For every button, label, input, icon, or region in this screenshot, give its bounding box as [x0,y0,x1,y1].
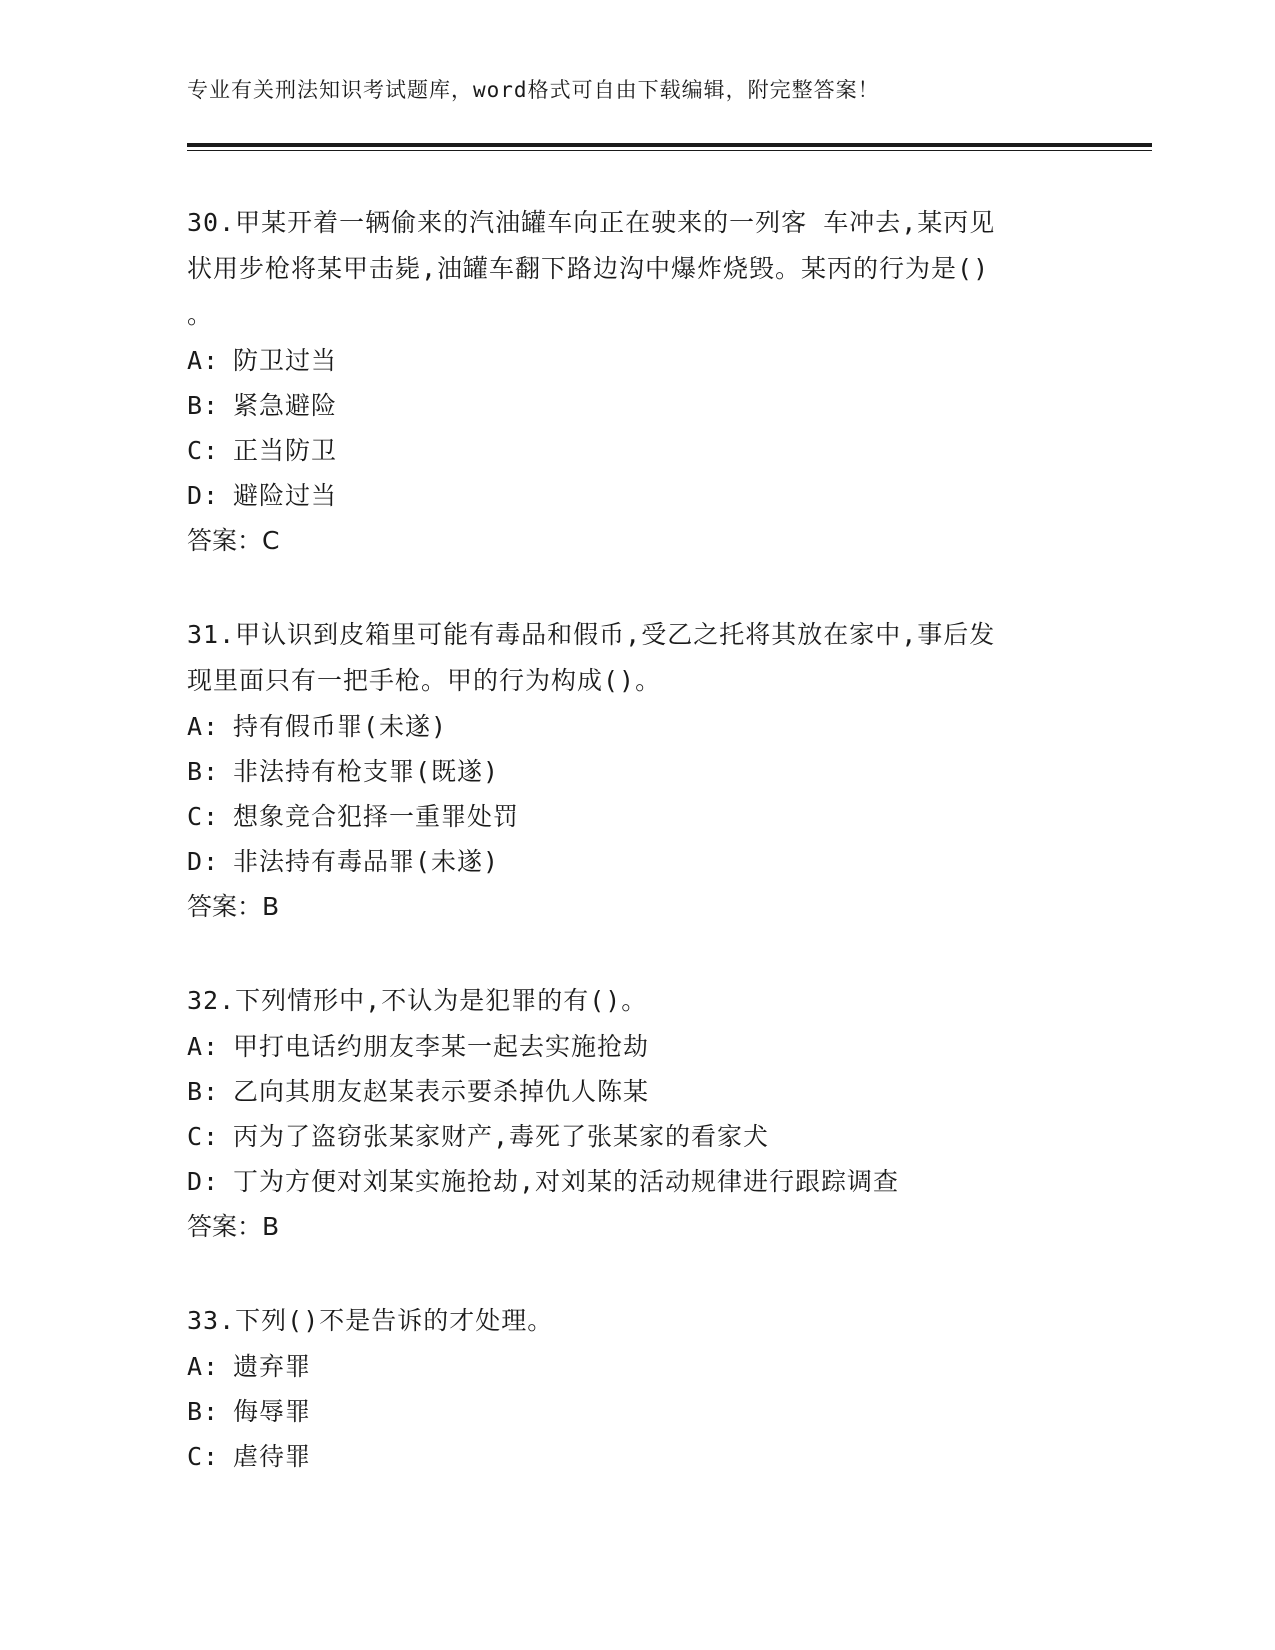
option-text: 非法持有枪支罪(既遂) [233,757,500,786]
header-rule-thin [187,150,1152,151]
option-a [187,1024,1087,1069]
option-c [187,794,1087,839]
option-b [187,383,1087,428]
question-text: 32.下列情形中,不认为是犯罪的有()。 [187,986,648,1015]
option-d [187,1159,1087,1204]
question-text: 30.甲某开着一辆偷来的汽油罐车向正在驶来的一列客 车冲去,某丙见 状用步枪将某甲击毙,油罐车翻下路边沟中爆炸烧毁。某丙的行为是() 。 [187,208,996,329]
answer-line: 答案：C [187,526,280,555]
option-key: A: [187,1032,220,1061]
option-c [187,1114,1087,1159]
option-key: C: [187,1122,220,1151]
page-header: 专业有关刑法知识考试题库，word格式可自由下载编辑，附完整答案！ [187,78,880,102]
option-text: 丁为方便对刘某实施抢劫,对刘某的活动规律进行跟踪调查 [233,1167,900,1196]
question-32 [187,978,1087,1250]
option-key: D: [187,1167,220,1196]
question-text: 31.甲认识到皮箱里可能有毒品和假币,受乙之托将其放在家中,事后发 现里面只有一把手枪。甲的行为构成()。 [187,620,996,695]
option-text: 乙向其朋友赵某表示要杀掉仇人陈某 [233,1077,650,1106]
option-text: 持有假币罪(未遂) [233,712,448,741]
option-text: 正当防卫 [233,436,338,465]
option-key: B: [187,1397,220,1426]
option-key: C: [187,802,220,831]
option-text: 避险过当 [233,481,338,510]
option-text: 虐待罪 [233,1442,312,1471]
option-text: 想象竞合犯择一重罪处罚 [233,802,520,831]
question-31 [187,612,1087,930]
option-text: 非法持有毒品罪(未遂) [233,847,500,876]
option-text: 侮辱罪 [233,1397,312,1426]
question-30 [187,200,1087,564]
option-key: C: [187,436,220,465]
header-rule-thick [187,143,1152,147]
option-text: 丙为了盗窃张某家财产,毒死了张某家的看家犬 [233,1122,770,1151]
option-text: 甲打电话约朋友李某一起去实施抢劫 [233,1032,650,1061]
option-a [187,338,1087,383]
option-key: C: [187,1442,220,1471]
question-list [187,200,1087,1527]
option-a [187,1344,1087,1389]
option-key: A: [187,712,220,741]
question-33 [187,1298,1087,1479]
option-text: 防卫过当 [233,346,338,375]
option-key: B: [187,1077,220,1106]
option-key: A: [187,346,220,375]
question-text: 33.下列()不是告诉的才处理。 [187,1306,554,1335]
option-d [187,839,1087,884]
option-c [187,1434,1087,1479]
option-key: B: [187,757,220,786]
option-key: A: [187,1352,220,1381]
option-b [187,749,1087,794]
option-key: D: [187,481,220,510]
option-d [187,473,1087,518]
option-key: D: [187,847,220,876]
option-b [187,1069,1087,1114]
option-c [187,428,1087,473]
option-b [187,1389,1087,1434]
option-text: 紧急避险 [233,391,338,420]
answer-line: 答案：B [187,892,280,921]
answer-line: 答案：B [187,1212,280,1241]
option-key: B: [187,391,220,420]
option-a [187,704,1087,749]
option-text: 遗弃罪 [233,1352,312,1381]
